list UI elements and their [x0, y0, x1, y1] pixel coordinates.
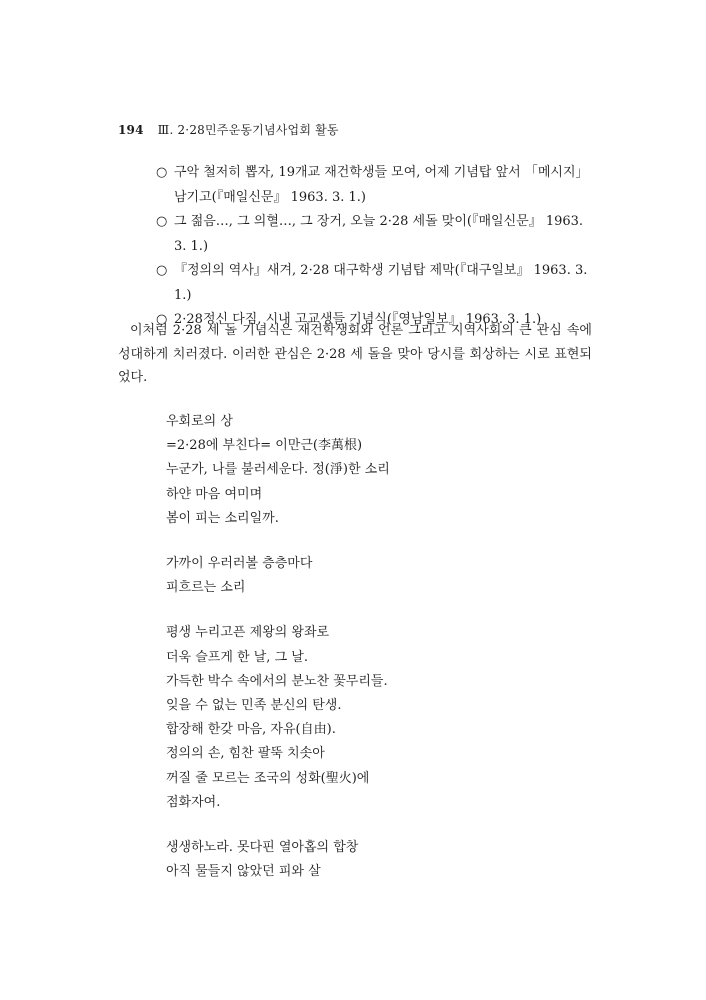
page-number: 194 [118, 123, 144, 137]
headline-list [150, 161, 590, 333]
bullet-circle-icon: ○ [156, 263, 168, 278]
poem-line: 누군가, 나를 불러세운다. 정(淨)한 소리 [166, 462, 390, 478]
list-item-text: 그 젊음…, 그 의혈…, 그 장거, 오늘 2·28 세돌 맞이(『매일신문』 1963. 3. 1.) [174, 214, 584, 254]
poem-line: 평생 누리고픈 제왕의 왕좌로 [166, 625, 330, 641]
poem-line: 피흐르는 소리 [166, 580, 246, 596]
poem-line: 꺼질 줄 모르는 조국의 성화(聖火)에 [166, 770, 370, 786]
bullet-circle-icon: ○ [156, 214, 168, 229]
poem-stanza [166, 621, 390, 815]
list-item [150, 210, 590, 259]
poem-line: 생생하노라. 못다핀 열아홉의 합창 [166, 840, 359, 856]
poem-line: 가까이 우러러볼 층층마다 [166, 556, 313, 572]
poem-line: 봄이 피는 소리일까. [166, 510, 279, 526]
poem-title: 우회로의 상 [166, 414, 233, 429]
poem-dedication-author: =2·28에 부친다= 이만근(李萬根) [166, 438, 363, 454]
list-item-text: 2·28정신 다짐, 시내 고교생들 기념식(『영남일보』 1963. 3. 1.) [174, 312, 542, 327]
poem-line: 점화자여. [166, 794, 221, 810]
running-header [118, 121, 339, 138]
bullet-circle-icon: ○ [156, 165, 168, 180]
body-paragraph: 이처럼 2·28 세 돌 기념식은 재건학생회와 언론 그리고 지역사회의 큰 관심 속에 성대하게 치러졌다. 이러한 관심은 2·28 세 돌을 맞아 당시를 회상하는 시로 표현되었다. [118, 323, 592, 385]
poem-stanza [166, 410, 390, 531]
poem-line: 아직 물들지 않았던 피와 살 [166, 864, 321, 880]
poem-line: 더욱 슬프게 한 날, 그 날. [166, 649, 308, 665]
poem-line: 하얀 마음 여미며 [166, 486, 263, 502]
poem-line: 가득한 박수 속에서의 분노찬 꽃무리들. [166, 673, 388, 689]
poem-line: 합장해 한갖 마음, 자유(自由). [166, 722, 336, 738]
poem-stanza [166, 836, 390, 884]
bullet-circle-icon: ○ [156, 312, 168, 327]
list-item [150, 259, 590, 308]
poem-stanza [166, 552, 390, 600]
poem-line: 잊을 수 없는 민족 분신의 탄생. [166, 698, 342, 714]
section-title: Ⅲ. 2·28민주운동기념사업회 활동 [157, 123, 339, 137]
poem [166, 410, 390, 905]
list-item [150, 161, 590, 210]
poem-line: 정의의 손, 힘찬 팔뚝 치솟아 [166, 746, 325, 762]
list-item-text: 『정의의 역사』새겨, 2·28 대구학생 기념탑 제막(『대구일보』 1963. 3. 1.) [174, 263, 588, 303]
list-item-text: 구악 철저히 뽑자, 19개교 재건학생들 모여, 어제 기념탑 앞서 「메시지」남기고(『매일신문』 1963. 3. 1.) [174, 165, 589, 205]
